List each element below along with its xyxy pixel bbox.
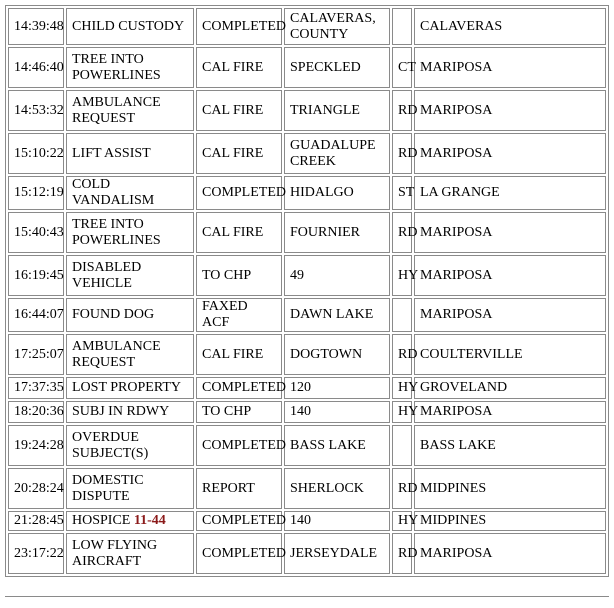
cell-city: LA GRANGE — [414, 176, 606, 210]
table-row — [8, 533, 606, 574]
cell-street-suffix: RD — [392, 533, 412, 574]
table-row — [8, 425, 606, 466]
cell-street-suffix: RD — [392, 133, 412, 174]
cell-location: FOURNIER — [284, 212, 390, 253]
cell-city: COULTERVILLE — [414, 334, 606, 375]
cell-disposition: FAXED ACF — [196, 298, 282, 332]
table-row — [8, 212, 606, 253]
cell-time: 18:20:36 — [8, 401, 64, 423]
cell-location: GUADALUPE CREEK — [284, 133, 390, 174]
incident-text: HOSPICE — [72, 513, 131, 528]
cell-time: 14:53:32 — [8, 90, 64, 131]
cell-disposition: CAL FIRE — [196, 212, 282, 253]
table-row — [8, 47, 606, 88]
cell-location: CALAVERAS, COUNTY — [284, 8, 390, 45]
cell-disposition: COMPLETED — [196, 533, 282, 574]
incident-code: 11-44 — [133, 513, 166, 528]
cell-disposition: COMPLETED — [196, 176, 282, 210]
cell-disposition: COMPLETED — [196, 8, 282, 45]
cell-incident: AMBULANCE REQUEST — [66, 334, 194, 375]
table-row — [8, 511, 606, 531]
cell-city: MARIPOSA — [414, 401, 606, 423]
cell-street-suffix: HY — [392, 511, 412, 531]
cell-street-suffix — [392, 8, 412, 45]
cell-location: 49 — [284, 255, 390, 296]
cell-location: DOGTOWN — [284, 334, 390, 375]
cell-time: 15:12:19 — [8, 176, 64, 210]
cell-city: MIDPINES — [414, 511, 606, 531]
cell-location: SHERLOCK — [284, 468, 390, 509]
table-row — [8, 133, 606, 174]
cell-time: 14:39:48 — [8, 8, 64, 45]
table-row — [8, 468, 606, 509]
cell-city: MARIPOSA — [414, 298, 606, 332]
table-row — [8, 401, 606, 423]
cell-incident: DOMESTIC DISPUTE — [66, 468, 194, 509]
cell-street-suffix — [392, 425, 412, 466]
cell-city: CALAVERAS — [414, 8, 606, 45]
table-continuation-rule — [5, 596, 609, 608]
cell-incident: CHILD CUSTODY — [66, 8, 194, 45]
table-row — [8, 90, 606, 131]
cell-city: MARIPOSA — [414, 90, 606, 131]
cell-street-suffix: ST — [392, 176, 412, 210]
cell-city: MARIPOSA — [414, 47, 606, 88]
cell-location: BASS LAKE — [284, 425, 390, 466]
cell-city: GROVELAND — [414, 377, 606, 399]
cell-disposition: CAL FIRE — [196, 90, 282, 131]
cell-street-suffix: RD — [392, 90, 412, 131]
cell-city: BASS LAKE — [414, 425, 606, 466]
table-row — [8, 334, 606, 375]
cell-incident: LOW FLYING AIRCRAFT — [66, 533, 194, 574]
table-row — [8, 377, 606, 399]
cell-incident: LOST PROPERTY — [66, 377, 194, 399]
cell-disposition: TO CHP — [196, 401, 282, 423]
cell-disposition: COMPLETED — [196, 511, 282, 531]
cell-city: MARIPOSA — [414, 133, 606, 174]
cell-incident — [66, 511, 194, 531]
cell-incident: FOUND DOG — [66, 298, 194, 332]
cell-street-suffix — [392, 298, 412, 332]
table-row — [8, 255, 606, 296]
cell-time: 17:37:35 — [8, 377, 64, 399]
cell-incident: TREE INTO POWERLINES — [66, 212, 194, 253]
cell-incident: OVERDUE SUBJECT(S) — [66, 425, 194, 466]
cell-street-suffix: RD — [392, 334, 412, 375]
cell-location: 140 — [284, 401, 390, 423]
cell-time: 15:40:43 — [8, 212, 64, 253]
cell-incident: TREE INTO POWERLINES — [66, 47, 194, 88]
cell-disposition: CAL FIRE — [196, 133, 282, 174]
cell-street-suffix: RD — [392, 212, 412, 253]
cell-location: 120 — [284, 377, 390, 399]
cell-street-suffix: CT — [392, 47, 412, 88]
cell-location: HIDALGO — [284, 176, 390, 210]
cell-street-suffix: RD — [392, 468, 412, 509]
cell-incident: AMBULANCE REQUEST — [66, 90, 194, 131]
cell-time: 14:46:40 — [8, 47, 64, 88]
cell-disposition: TO CHP — [196, 255, 282, 296]
cell-time: 17:25:07 — [8, 334, 64, 375]
cell-city: MIDPINES — [414, 468, 606, 509]
cell-incident: SUBJ IN RDWY — [66, 401, 194, 423]
table-row — [8, 176, 606, 210]
cell-disposition: COMPLETED — [196, 425, 282, 466]
cell-time: 19:24:28 — [8, 425, 64, 466]
cell-location: DAWN LAKE — [284, 298, 390, 332]
cell-city: MARIPOSA — [414, 212, 606, 253]
cell-disposition: CAL FIRE — [196, 47, 282, 88]
cell-time: 23:17:22 — [8, 533, 64, 574]
cell-incident: LIFT ASSIST — [66, 133, 194, 174]
cell-time: 15:10:22 — [8, 133, 64, 174]
table-row — [8, 298, 606, 332]
cell-time: 21:28:45 — [8, 511, 64, 531]
cell-location: SPECKLED — [284, 47, 390, 88]
cell-time: 20:28:24 — [8, 468, 64, 509]
cell-location: TRIANGLE — [284, 90, 390, 131]
cell-street-suffix: HY — [392, 255, 412, 296]
cell-disposition: REPORT — [196, 468, 282, 509]
cell-disposition: COMPLETED — [196, 377, 282, 399]
cell-street-suffix: HY — [392, 377, 412, 399]
dispatch-log-table — [5, 5, 609, 577]
cell-time: 16:44:07 — [8, 298, 64, 332]
dispatch-log-body — [8, 8, 606, 574]
cell-incident: COLD VANDALISM — [66, 176, 194, 210]
cell-disposition: CAL FIRE — [196, 334, 282, 375]
cell-location: 140 — [284, 511, 390, 531]
cell-city: MARIPOSA — [414, 255, 606, 296]
cell-city: MARIPOSA — [414, 533, 606, 574]
cell-incident: DISABLED VEHICLE — [66, 255, 194, 296]
cell-time: 16:19:45 — [8, 255, 64, 296]
cell-location: JERSEYDALE — [284, 533, 390, 574]
table-row — [8, 8, 606, 45]
cell-street-suffix: HY — [392, 401, 412, 423]
